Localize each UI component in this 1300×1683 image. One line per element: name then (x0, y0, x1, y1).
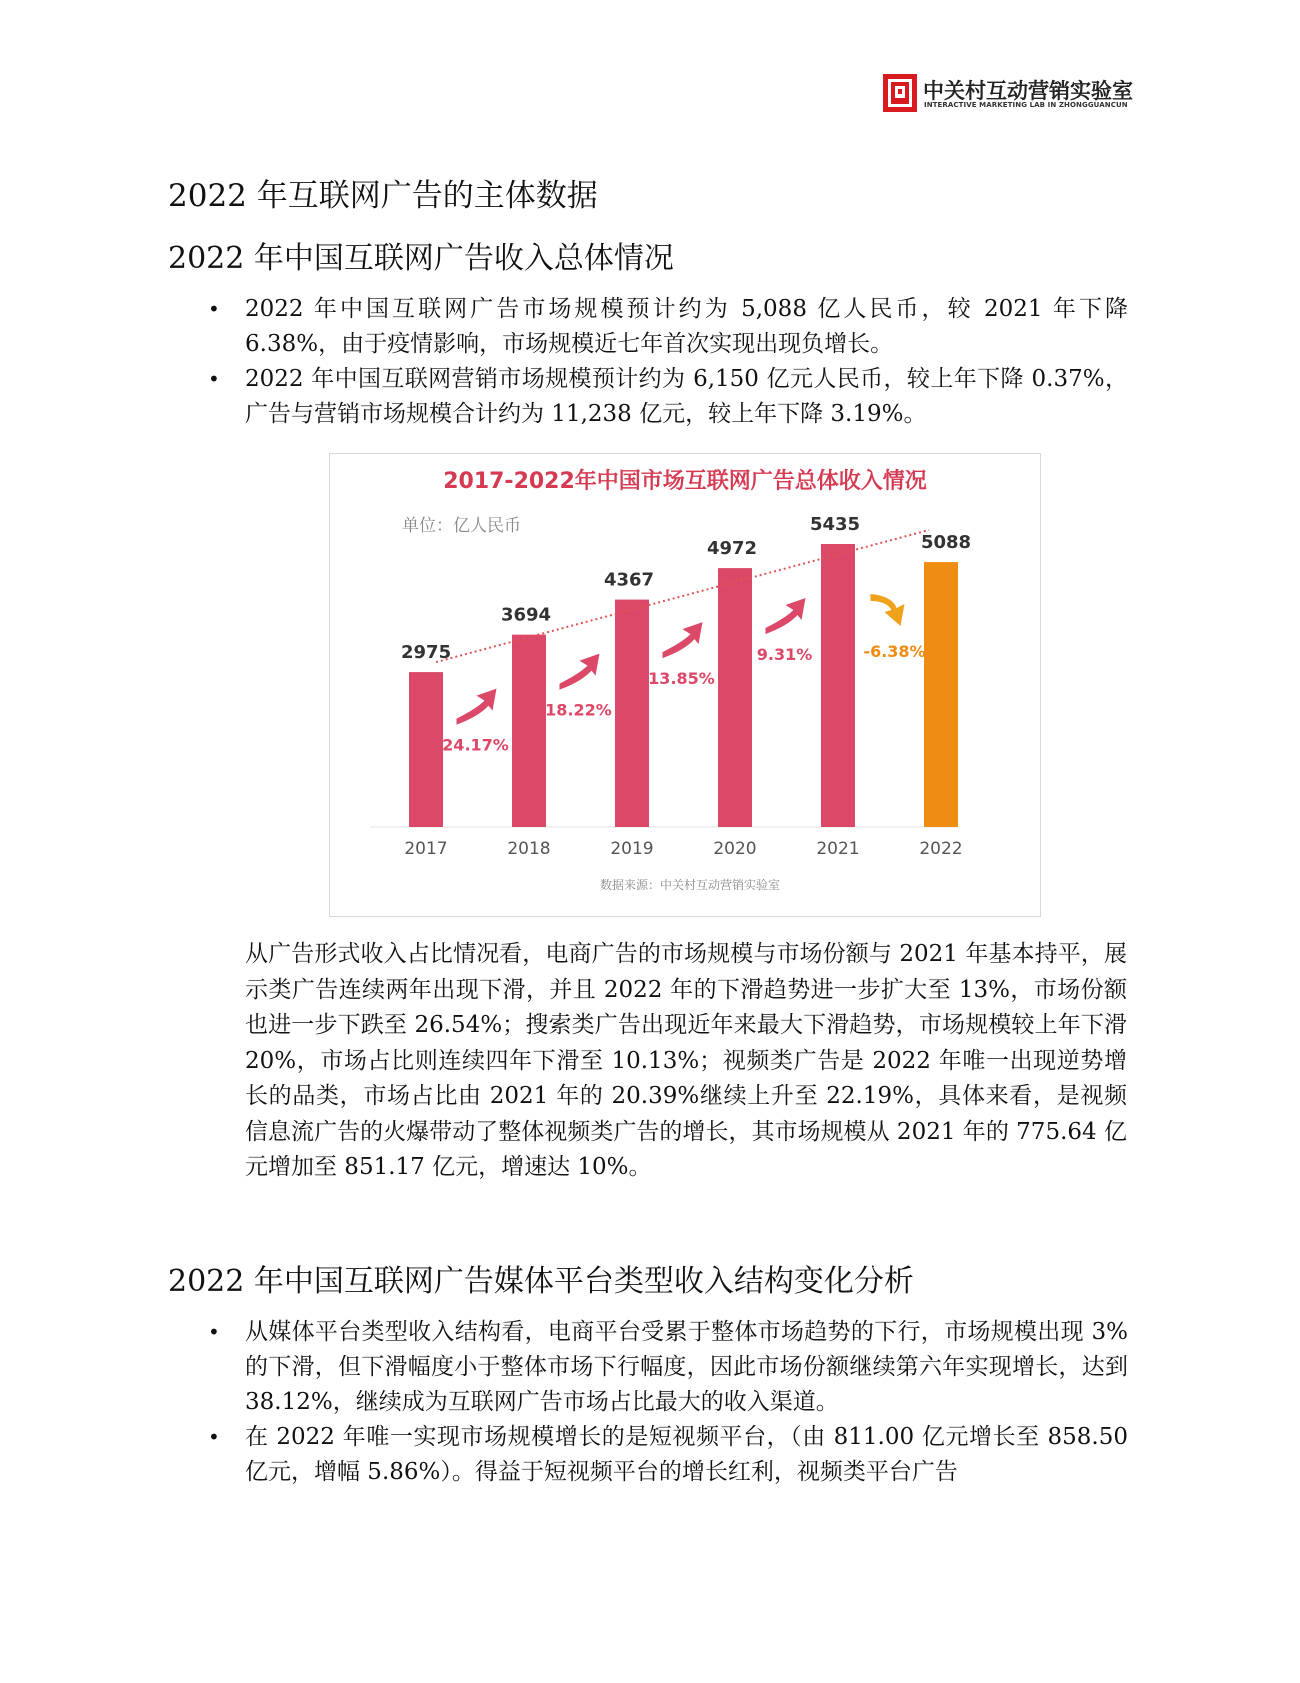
section2-bullet-list (208, 1315, 1128, 1490)
lab-logo-icon (883, 74, 917, 112)
chart-unit-label: 单位：亿人民币 (402, 516, 521, 536)
bar-2018 (512, 635, 546, 827)
growth-label-1: 24.17% (442, 735, 509, 755)
growth-arrow-up-1 (457, 689, 497, 725)
bar-2021 (821, 544, 855, 827)
section2-bullet-2: • 在 2022 年唯一实现市场规模增长的是短视频平台，（由 811.00 亿元增长至 858.50 亿元，增幅 5.86%）。得益于短视频平台的增长红利，视频类平台广告 (208, 1420, 1128, 1490)
growth-arrow-down-5 (871, 594, 905, 626)
x-tick-2018: 2018 (507, 839, 551, 859)
chart-title: 2017-2022年中国市场互联网广告总体收入情况 (443, 469, 927, 494)
growth-arrow-up-3 (663, 622, 703, 658)
growth-label-5: -6.38% (863, 642, 926, 661)
revenue-chart-svg (330, 454, 1040, 916)
section1-bullet-2: • 2022 年中国互联网营销市场规模预计约为 6,150 亿元人民币，较上年下降 0.37%，广告与营销市场规模合计约为 11,238 亿元，较上年下降 3.19%。 (208, 362, 1128, 432)
page-title: 2022 年互联网广告的主体数据 (168, 178, 598, 214)
growth-arrow-up-2 (560, 654, 600, 690)
value-label-2022: 5088 (920, 532, 972, 554)
bar-2022 (924, 562, 958, 827)
section2-title: 2022 年中国互联网广告媒体平台类型收入结构变化分析 (168, 1264, 914, 1299)
growth-arrow-up-4 (766, 598, 806, 634)
header-logo (883, 74, 1183, 116)
x-tick-2020: 2020 (713, 839, 757, 859)
bar-2020 (718, 568, 752, 827)
section1-bullet-list (208, 292, 1128, 432)
x-tick-2017: 2017 (404, 839, 448, 859)
value-label-2017: 2975 (401, 642, 452, 664)
value-label-2018: 3694 (500, 604, 552, 626)
section1-paragraph: 从广告形式收入占比情况看，电商广告的市场规模与市场份额与 2021 年基本持平，展示类广告连续两年出现下滑，并且 2022 年的下滑趋势进一步扩大至 13%，市场份额也进一步下跌至 26.54%；搜索类广告出现近年来最大下滑趋势，市场规模较上年下滑 20%，市场占比则连续四年下滑至 10.13%；视频类广告是 2022 年唯一出现逆势增长的品类，市场占比由 2021 年的 20.39%继续上升至 22.19%，具体来看，是视频信息流广告的火爆带动了整体视频类广告的增长，其市场规模从 2021 年的 775.64 亿元增加至 851.17 亿元，增速达 10%。 (245, 941, 1127, 1180)
growth-label-3: 13.85% (648, 669, 715, 689)
value-label-2019: 4367 (603, 569, 655, 591)
revenue-chart (329, 453, 1041, 917)
growth-label-4: 9.31% (756, 645, 813, 664)
growth-label-2: 18.22% (545, 700, 612, 720)
logo-name-cn: 中关村互动营销实验室 (923, 79, 1133, 103)
x-tick-2022: 2022 (919, 839, 963, 859)
x-tick-2021: 2021 (816, 839, 860, 859)
section1-title: 2022 年中国互联网广告收入总体情况 (168, 241, 674, 276)
section2-bullet-1: • 从媒体平台类型收入结构看，电商平台受累于整体市场趋势的下行，市场规模出现 3%的下滑，但下滑幅度小于整体市场下行幅度，因此市场份额继续第六年实现增长，达到 38.12%，继续成为互联网广告市场占比最大的收入渠道。 (208, 1315, 1128, 1420)
chart-source: 数据来源：中关村互动营销实验室 (599, 878, 781, 892)
logo-name-en: INTERACTIVE MARKETING LAB IN ZHONGGUANCUN (924, 101, 1128, 109)
bar-2017 (409, 672, 443, 827)
value-label-2020: 4972 (706, 538, 758, 560)
value-label-2021: 5435 (809, 514, 861, 535)
section1-bullet-1: • 2022 年中国互联网广告市场规模预计约为 5,088 亿人民币，较 2021 年下降 6.38%，由于疫情影响，市场规模近七年首次实现出现负增长。 (208, 292, 1128, 362)
x-tick-2019: 2019 (610, 839, 654, 859)
bar-2019 (615, 600, 649, 827)
